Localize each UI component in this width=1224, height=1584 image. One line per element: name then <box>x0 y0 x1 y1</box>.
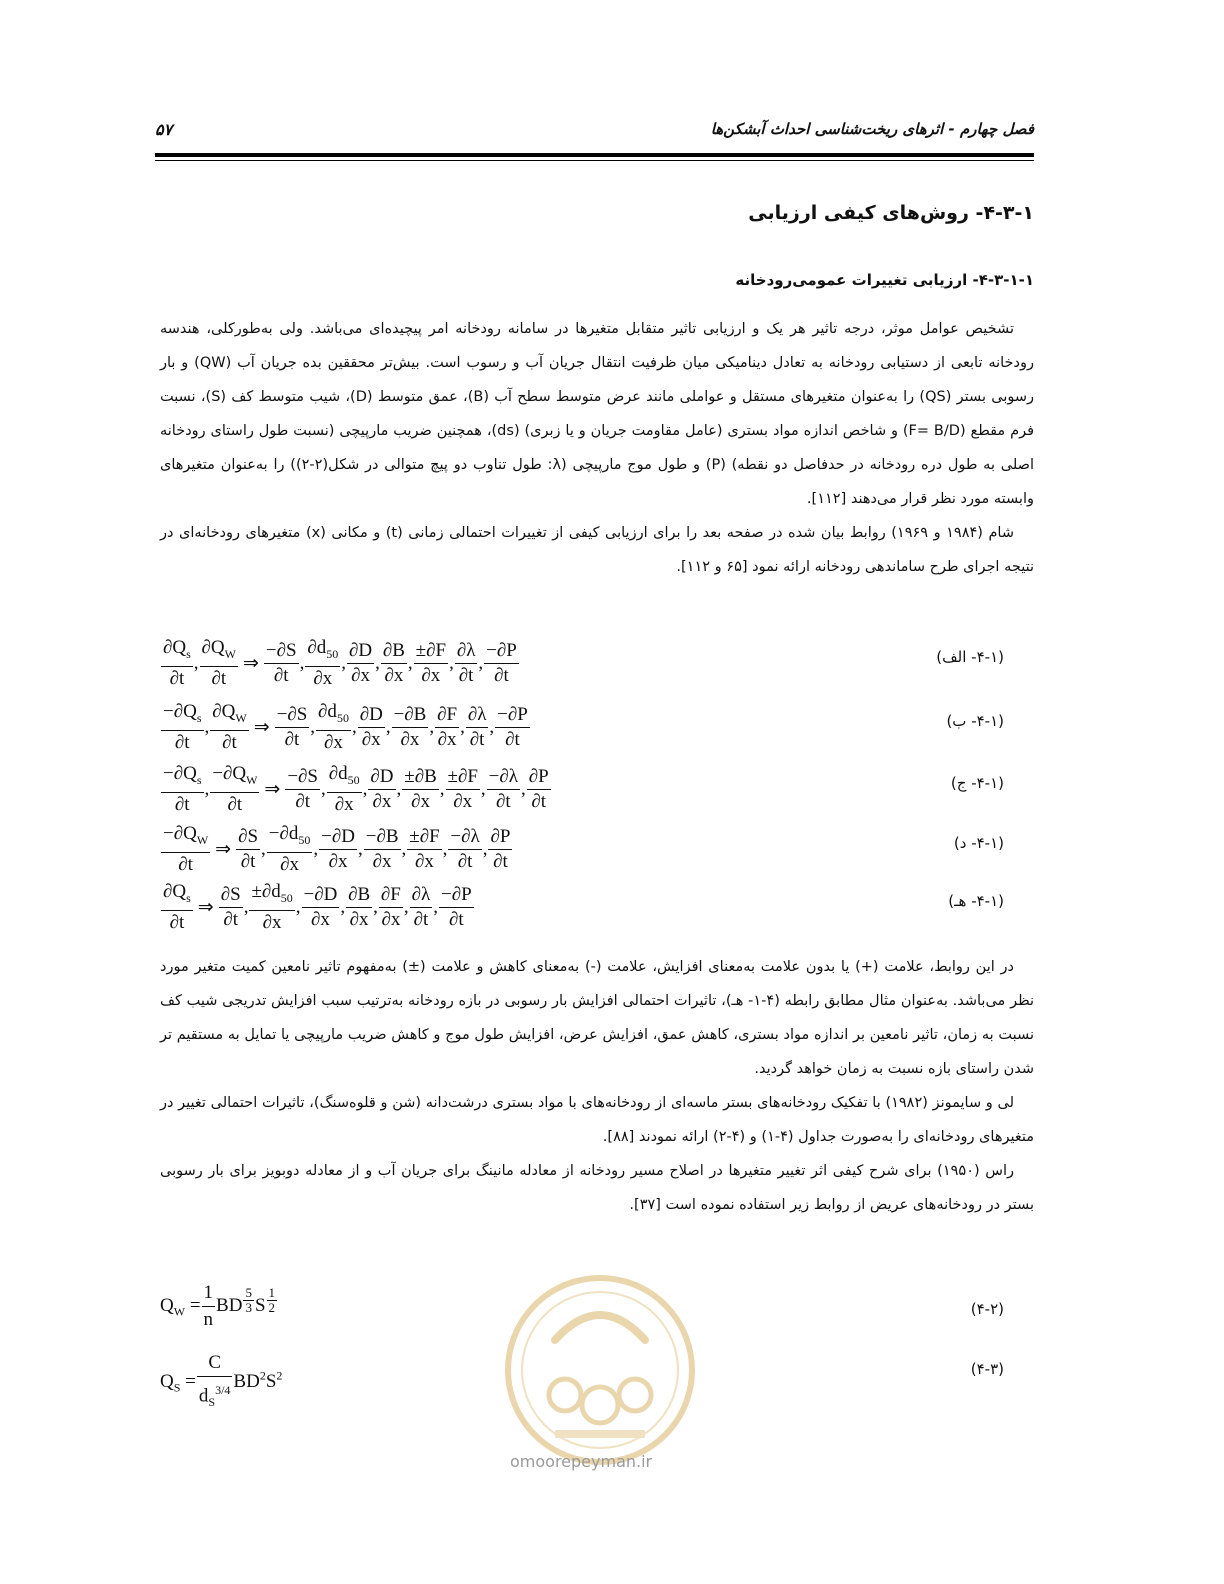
equation-row <box>160 700 1034 756</box>
rhs-term: $\frac{\partial B}{\partial x}$ <box>382 639 405 686</box>
equation-row <box>160 636 1034 692</box>
subsection-title: ۴-۳-۱-۱- ارزیابی تغییرات عمومی‌رودخانه <box>735 271 1034 289</box>
rhs-term: $\frac{-\partial\lambda}{\partial t}$ <box>450 825 480 872</box>
rhs-term: $\frac{-\partial P}{\partial t}$ <box>440 883 472 930</box>
equation-label: (۴-۱- ب) <box>946 712 1004 730</box>
paragraph-1: تشخیص عوامل موثر، درجه تاثیر هر یک و ارزیابی تاثیر متقابل متغیرها در سامانه رودخانه امر پیچیده‌ای می‌باشد. ولی به‌طورکلی، هندسه رودخانه تابعی از دستیابی رودخانه به تعادل دینامیکی میان ظرفیت انتقال جریان آب و رسوب است. بیش‌تر محققین بده جریان آب (QW) و بار رسوبی بستر (QS) را به‌عنوان متغیرهای مستقل و عواملی مانند عرض متوسط سطح آب (B)، عمق متوسط (D)، شیب متوسط کف (S)، نسبت فرم مقطع (F= B/D) و شاخص اندازه مواد بستری (عامل مقاومت جریان و یا زبری) (ds)، همچنین ضریب مارپیچی (نسبت طول راستای رودخانه اصلی به طول دره رودخانه در حدفاصل دو نقطه) (P) و طول موج مارپیچی (λ: طول تناوب دو پیچ متوالی در شکل(۲-۲)) را به‌عنوان متغیرهای وابسته مورد نظر قرار می‌دهند [۱۱۲]. <box>160 321 1035 507</box>
lhs-term: $\frac{-\partial Q_s}{\partial t}$ <box>163 763 202 815</box>
equation-formula: $\frac{\partial Q_s}{\partial t}$ ⇒ $\frac{\partial S}{\partial t}$ , $\frac{\pm\partial d_{50}}{\partial x}$ , $\frac{-\partial D}{\partial x}$ , $\frac{\partial B}{\partial x}$ , $\frac{\partial F}{\partial x}$ , $\frac{\partial\lambda}{\partial t}$ , $\frac{-\partial P}{\partial t}$ <box>163 881 472 933</box>
rhs-term: $\frac{\partial F}{\partial x}$ <box>380 883 401 930</box>
rhs-term: $\frac{\partial\lambda}{\partial t}$ <box>411 883 431 930</box>
rhs-term: $\frac{\partial B}{\partial x}$ <box>348 883 371 930</box>
header-rule-thin <box>155 160 1034 161</box>
rhs-term: $\frac{-\partial P}{\partial t}$ <box>497 703 528 750</box>
header-rule-thick <box>155 153 1034 157</box>
rhs-term: $\frac{\partial D}{\partial x}$ <box>370 765 394 812</box>
rhs-term: $\frac{\partial S}{\partial t}$ <box>220 883 241 930</box>
rhs-term: $\frac{\pm\partial B}{\partial x}$ <box>404 765 437 812</box>
watermark-site: omoorepeyman.ir <box>510 1452 653 1471</box>
rhs-term: $\frac{-\partial d_{50}}{\partial x}$ <box>268 823 311 875</box>
rhs-term: $\frac{-\partial D}{\partial x}$ <box>303 883 338 930</box>
rhs-term: $\frac{\partial d_{50}}{\partial x}$ <box>307 637 339 689</box>
rhs-term: $\frac{\pm\partial d_{50}}{\partial x}$ <box>251 881 293 933</box>
equation-label-4-3: (۴-۳) <box>970 1360 1004 1378</box>
equation-row <box>160 822 1034 878</box>
lhs-term: $\frac{-\partial Q_W}{\partial t}$ <box>212 763 258 815</box>
lhs-term: $\frac{\partial Q_W}{\partial t}$ <box>201 637 236 689</box>
paragraph-4: لی و سایمونز (۱۹۸۲) با تفکیک رودخانه‌های بستر ماسه‌ای از رودخانه‌های با مواد بستری درشت‌دانه (شن و قلوه‌سنگ)، تاثیرات احتمالی تغییر در متغیرهای رودخانه‌ای را به‌صورت جداول (۴-۱) و (۴-۲) ارائه نمودند [۸۸]. <box>160 1095 1034 1145</box>
page-number: ۵۷ <box>155 120 173 139</box>
rhs-term: $\frac{-\partial S}{\partial t}$ <box>287 765 318 812</box>
equation-row <box>160 762 1034 818</box>
rhs-term: $\frac{\partial F}{\partial x}$ <box>437 703 458 750</box>
equation-formula: $\frac{-\partial Q_s}{\partial t}$ , $\frac{-\partial Q_W}{\partial t}$ ⇒ $\frac{-\partial S}{\partial t}$ , $\frac{\partial d_{50}}{\partial x}$ , $\frac{\partial D}{\partial x}$ , $\frac{\pm\partial B}{\partial x}$ , $\frac{\pm\partial F}{\partial x}$ , $\frac{-\partial\lambda}{\partial t}$ , $\frac{\partial P}{\partial t}$ <box>163 763 549 815</box>
rhs-term: $\frac{\partial D}{\partial x}$ <box>359 703 383 750</box>
rhs-term: $\frac{\pm\partial F}{\partial x}$ <box>415 639 447 686</box>
lhs-term: $\frac{-\partial Q_W}{\partial t}$ <box>163 823 209 875</box>
lhs-term: $\frac{\partial Q_s}{\partial t}$ <box>163 637 191 689</box>
rhs-term: $\frac{-\partial S}{\partial t}$ <box>265 639 297 686</box>
rhs-term: $\frac{-\partial B}{\partial x}$ <box>365 825 399 872</box>
rhs-term: $\frac{\pm\partial F}{\partial x}$ <box>409 825 440 872</box>
paragraph-block-1 <box>160 312 1034 584</box>
rhs-term: $\frac{\partial D}{\partial x}$ <box>348 639 373 686</box>
equation-formula: $\frac{\partial Q_s}{\partial t}$ , $\frac{\partial Q_W}{\partial t}$ ⇒ $\frac{-\partial S}{\partial t}$ , $\frac{\partial d_{50}}{\partial x}$ , $\frac{\partial D}{\partial x}$ , $\frac{\partial B}{\partial x}$ , $\frac{\pm\partial F}{\partial x}$ , $\frac{\partial\lambda}{\partial t}$ , $\frac{-\partial P}{\partial t}$ <box>163 637 517 689</box>
rhs-term: $\frac{\pm\partial F}{\partial x}$ <box>447 765 478 812</box>
rhs-term: $\frac{-\partial S}{\partial t}$ <box>276 703 308 750</box>
paragraph-3: در این روابط، علامت (+) یا بدون علامت به‌معنای افزایش، علامت (-) به‌معنای کاهش و علامت (±) به‌مفهوم تاثیر نامعین کمیت متغیر مورد نظر می‌باشد. به‌عنوان مثال مطابق رابطه (۴-۱- هـ)، تاثیرات احتمالی افزایش بار رسوبی در بازه رودخانه به‌ترتیب سبب افزایش تدریجی شیب کف نسبت به زمان، تاثیر نامعین بر اندازه مواد بستری، کاهش عمق، افزایش عرض، افزایش طول موج و کاهش ضریب مارپیچی یا تمایل به مستقیم تر شدن راستای بازه نسبت به زمان خواهد گردید. <box>160 959 1034 1077</box>
lhs-term: $\frac{-\partial Q_s}{\partial t}$ <box>163 701 202 753</box>
section-title: ۴-۳-۱- روش‌های کیفی ارزیابی <box>748 202 1034 224</box>
lhs-term: $\frac{\partial Q_s}{\partial t}$ <box>163 881 191 933</box>
equation-formula: $\frac{-\partial Q_W}{\partial t}$ ⇒ $\frac{\partial S}{\partial t}$ , $\frac{-\partial d_{50}}{\partial x}$ , $\frac{-\partial D}{\partial x}$ , $\frac{-\partial B}{\partial x}$ , $\frac{\pm\partial F}{\partial x}$ , $\frac{-\partial\lambda}{\partial t}$ , $\frac{\partial P}{\partial t}$ <box>163 823 511 875</box>
chapter-title: فصل چهارم - اثرهای ریخت‌شناسی احداث آبشکن‌ها <box>710 120 1034 138</box>
rhs-term: $\frac{-\partial B}{\partial x}$ <box>393 703 427 750</box>
equation-row <box>160 880 1034 936</box>
rhs-term: $\frac{\partial S}{\partial t}$ <box>238 825 259 872</box>
paragraph-block-2 <box>160 950 1034 1222</box>
running-header <box>155 120 1034 150</box>
equation-label: (۴-۱- د) <box>953 834 1004 852</box>
equation-label: (۴-۱- هـ) <box>948 892 1004 910</box>
rhs-term: $\frac{\partial P}{\partial t}$ <box>528 765 549 812</box>
rhs-term: $\frac{\partial\lambda}{\partial t}$ <box>456 639 476 686</box>
rhs-term: $\frac{\partial\lambda}{\partial t}$ <box>467 703 487 750</box>
rhs-term: $\frac{-\partial\lambda}{\partial t}$ <box>488 765 518 812</box>
duboys-equation: $Q_S$ = $\frac{C}{d_S^{3/4}}$ $BD^2S^2$ <box>160 1352 283 1410</box>
rhs-term: $\frac{-\partial D}{\partial x}$ <box>321 825 355 872</box>
equation-label: (۴-۱- الف) <box>936 648 1004 666</box>
equation-label-4-2: (۴-۲) <box>970 1300 1004 1318</box>
equation-formula: $\frac{-\partial Q_s}{\partial t}$ , $\frac{\partial Q_W}{\partial t}$ ⇒ $\frac{-\partial S}{\partial t}$ , $\frac{\partial d_{50}}{\partial x}$ , $\frac{\partial D}{\partial x}$ , $\frac{-\partial B}{\partial x}$ , $\frac{\partial F}{\partial x}$ , $\frac{\partial\lambda}{\partial t}$ , $\frac{-\partial P}{\partial t}$ <box>163 701 528 753</box>
paragraph-5: راس (۱۹۵۰) برای شرح کیفی اثر تغییر متغیرها در اصلاح مسیر رودخانه از معادله مانینگ برای جریان آب و از معادله دوبویز برای بار رسوبی بستر در رودخانه‌های عریض از روابط زیر استفاده نموده است [۳۷]. <box>160 1163 1034 1213</box>
equation-label: (۴-۱- ج) <box>950 774 1004 792</box>
rhs-term: $\frac{\partial d_{50}}{\partial x}$ <box>328 763 360 815</box>
rhs-term: $\frac{\partial P}{\partial t}$ <box>490 825 511 872</box>
lhs-term: $\frac{\partial Q_W}{\partial t}$ <box>212 701 247 753</box>
paragraph-2: شام (۱۹۸۴ و ۱۹۶۹) روابط بیان شده در صفحه بعد را برای ارزیابی کیفی از تغییرات احتمالی زمانی (t) و مکانی (x) متغیرهای رودخانه‌ای در نتیجه اجرای طرح ساماندهی رودخانه ارائه نمود [۶۵ و ۱۱۲]. <box>160 525 1034 575</box>
rhs-term: $\frac{\partial d_{50}}{\partial x}$ <box>318 701 349 753</box>
manning-equation: $Q_W$ = $\frac{1}{n}$ BD $^{\frac{5}{3}}$ S $^{\frac{1}{2}}$ <box>160 1282 276 1330</box>
rhs-term: $\frac{-\partial P}{\partial t}$ <box>486 639 517 686</box>
